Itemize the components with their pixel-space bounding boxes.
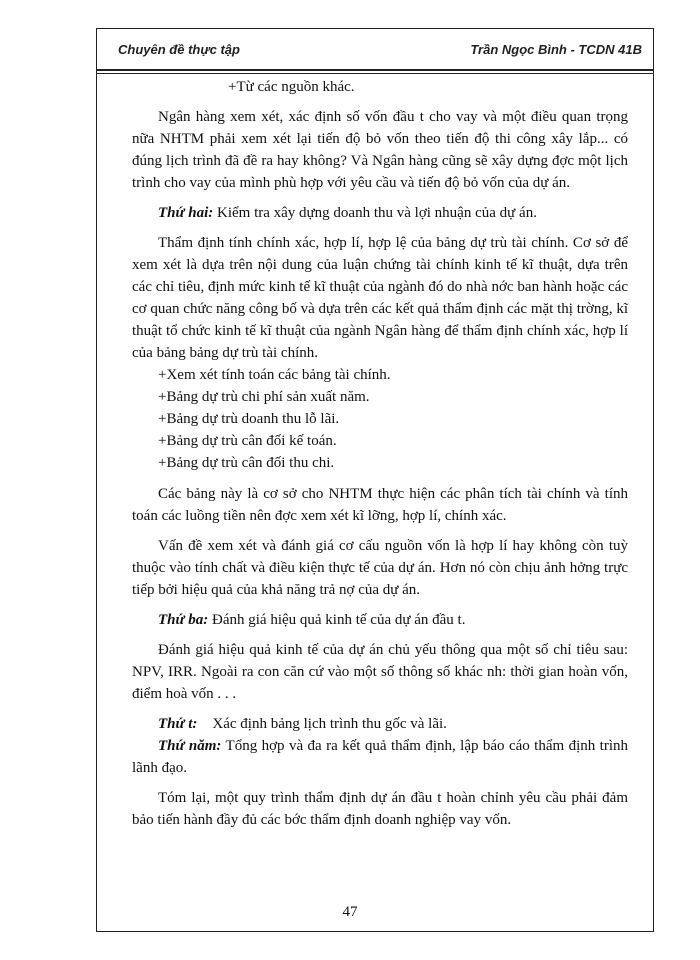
header-rule bbox=[96, 69, 654, 71]
step-label-fifth: Thứ năm: bbox=[158, 738, 222, 754]
paragraph-capital-review: Ngân hàng xem xét, xác định số vốn đầu t cho vay và một điều quan trọng nữa NHTM phải xem xét lại tiến độ bỏ vốn theo tiến độ thi công xây lắp... có đúng lịch trình đã đề ra hay không? Và Ngân hàng cũng sẽ xây dựng đợc một lịch trình cho vay của mình phù hợp với yêu cầu và tiến độ bỏ vốn của dự án. bbox=[132, 109, 628, 191]
paragraph-other-sources: +Từ các nguồn khác. bbox=[228, 79, 355, 95]
paragraph-tables-basis: Các bảng này là cơ sở cho NHTM thực hiện các phân tích tài chính và tính toán các luồng tiền nên đợc xem xét kĩ lỡng, hợp lí, chính xác. bbox=[132, 486, 628, 524]
step-text-fifth: Tổng hợp và đa ra kết quả thẩm định, lập báo cáo thẩm định trình lãnh đạo. bbox=[132, 738, 628, 776]
step-label-second: Thứ hai: bbox=[158, 205, 214, 221]
header-left-title: Chuyên đề thực tập bbox=[118, 42, 240, 57]
step-text-second: Kiểm tra xây dựng doanh thu và lợi nhuận của dự án. bbox=[213, 205, 537, 221]
bullet-item: +Bảng dự trù cân đối thu chi. bbox=[158, 455, 335, 471]
header-rule-thin bbox=[96, 73, 654, 74]
step-text-third: Đánh giá hiệu quả kinh tế của dự án đầu t. bbox=[208, 612, 466, 628]
step-text-fourth: Xác định bảng lịch trình thu gốc và lãi. bbox=[197, 716, 447, 732]
bullet-item: +Bảng dự trù cân đối kế toán. bbox=[158, 433, 337, 449]
step-label-fourth: Thứ t: bbox=[158, 716, 198, 732]
paragraph-second-step bbox=[132, 202, 628, 224]
paragraph-fourth-step bbox=[132, 713, 628, 735]
header-right-author: Trần Ngọc Bình - TCDN 41B bbox=[470, 42, 642, 57]
bullet-item: +Xem xét tính toán các bảng tài chính. bbox=[158, 367, 391, 383]
paragraph-third-step bbox=[132, 609, 628, 631]
paragraph-fifth-step bbox=[132, 735, 628, 779]
paragraph-conclusion: Tóm lại, một quy trình thẩm định dự án đầu t hoàn chỉnh yêu cầu phải đảm bảo tiến hành đầy đủ các bớc thẩm định doanh nghiệp vay vốn. bbox=[132, 790, 628, 828]
page-header bbox=[96, 28, 654, 68]
document-body bbox=[132, 76, 628, 831]
bullet-item: +Bảng dự trù chi phí sản xuất năm. bbox=[158, 389, 370, 405]
bullet-item: +Bảng dự trù doanh thu lỗ lãi. bbox=[158, 411, 340, 427]
paragraph-financial-appraisal: Thẩm định tính chính xác, hợp lí, hợp lệ của bảng dự trù tài chính. Cơ sở để xem xét là dựa trên nội dung của luận chứng tài chính kinh tế kĩ thuật, dựa trên các chỉ tiêu, định mức kinh tế kĩ thuật của ngành đó do nhà nớc ban hành hoặc các cơ quan chức năng công bố và dựa trên các kết quả thẩm định các mặt thị trờng, kĩ thuật tổ chức kinh tế kĩ thuật của ngành Ngân hàng để thẩm định chính xác, hợp lí của bảng bảng dự trù tài chính. bbox=[132, 235, 628, 361]
paragraph-efficiency: Đánh giá hiệu quả kinh tế của dự án chủ yếu thông qua một số chỉ tiêu sau: NPV, IRR. Ngoài ra con căn cứ vào một số thông số khác nh: thời gian hoàn vốn, điểm hoà vốn . . . bbox=[132, 642, 628, 702]
step-label-third: Thứ ba: bbox=[158, 612, 209, 628]
paragraph-capital-structure: Vấn đề xem xét và đánh giá cơ cấu nguồn vốn là hợp lí hay không còn tuỳ thuộc vào tính chất và điều kiện thực tế của dự án. Hơn nó còn chịu ảnh hởng trực tiếp bởi hiệu quả của khả năng trả nợ của dự án. bbox=[132, 538, 628, 598]
page-number: 47 bbox=[342, 904, 358, 920]
